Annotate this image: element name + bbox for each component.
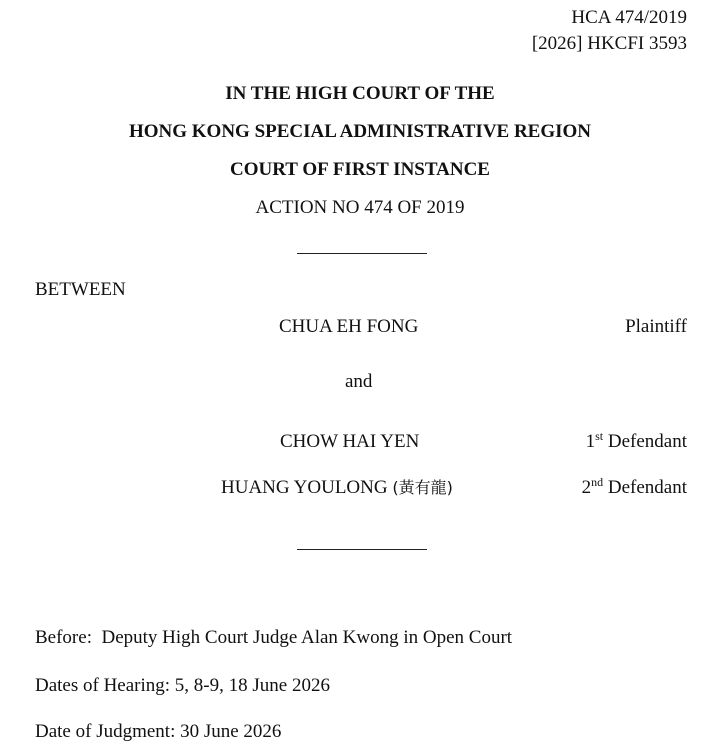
defendant1-name: CHOW HAI YEN — [280, 431, 420, 452]
defendant2-role-label — [581, 475, 687, 498]
heading-divider — [297, 253, 427, 254]
defendant2-role: Defendant — [607, 477, 687, 498]
parties-divider — [297, 549, 427, 550]
defendant2-name-line — [221, 478, 453, 497]
defendant1-role: Defendant — [607, 431, 687, 452]
defendant1-ordinal-suffix: st — [595, 429, 604, 443]
defendant2-chinese-name: (黃有龍) — [392, 478, 453, 497]
defendant2-ordinal: 2 — [581, 477, 592, 498]
plaintiff-role: Plaintiff — [625, 316, 687, 337]
and-label: and — [345, 371, 373, 392]
court-heading-line2: HONG KONG SPECIAL ADMINISTRATIVE REGION — [128, 121, 592, 142]
court-heading-line3: COURT OF FIRST INSTANCE — [230, 159, 490, 180]
neutral-citation: [2026] HKCFI 3593 — [531, 33, 687, 54]
defendant1-ordinal: 1 — [585, 431, 596, 452]
action-number: ACTION NO 474 OF 2019 — [255, 197, 465, 218]
before-line — [35, 628, 512, 647]
before-label: Before: — [35, 627, 92, 648]
between-label: BETWEEN — [35, 279, 126, 300]
date-of-judgment: Date of Judgment: 30 June 2026 — [35, 721, 282, 742]
court-heading-line1: IN THE HIGH COURT OF THE — [225, 83, 495, 104]
defendant2-name: HUANG YOULONG — [221, 477, 388, 498]
defendant1-role-label — [585, 429, 687, 452]
dates-of-hearing: Dates of Hearing: 5, 8-9, 18 June 2026 — [35, 675, 330, 696]
plaintiff-name: CHUA EH FONG — [279, 316, 419, 337]
before-value: Deputy High Court Judge Alan Kwong in Open Court — [101, 627, 513, 648]
case-number: HCA 474/2019 — [571, 7, 687, 28]
defendant2-ordinal-suffix: nd — [591, 475, 604, 489]
